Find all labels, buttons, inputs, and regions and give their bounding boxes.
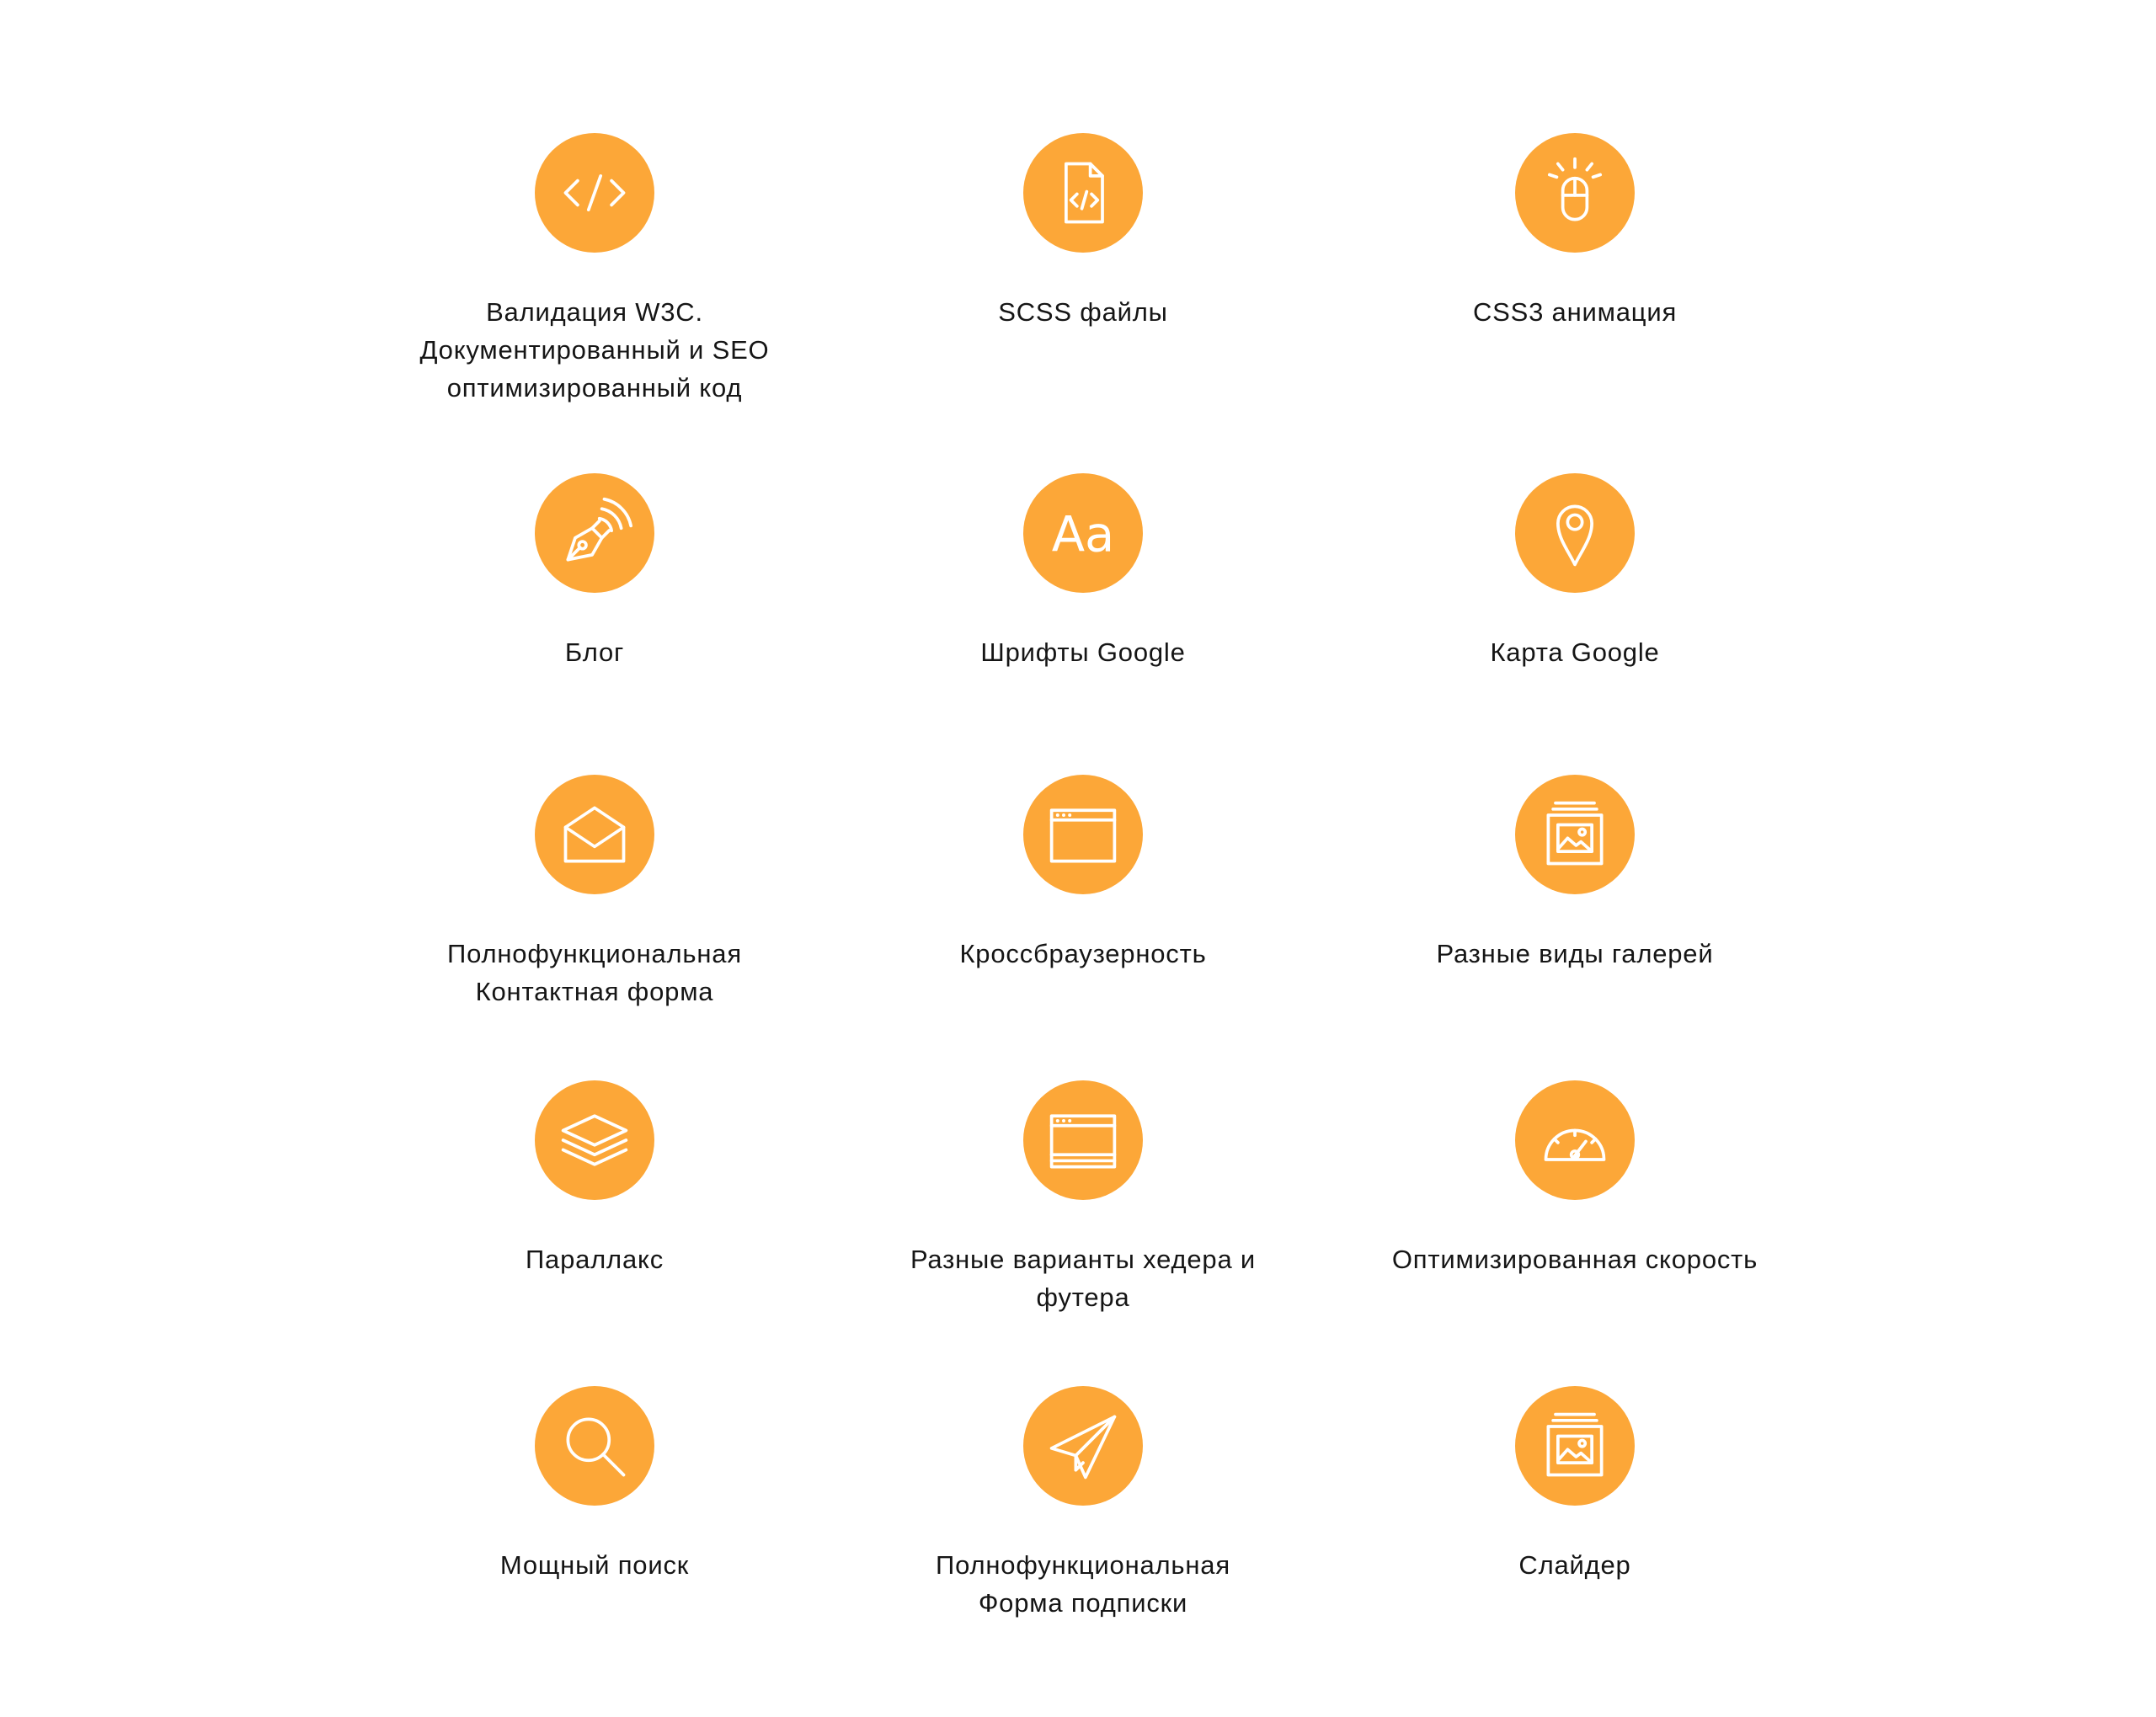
feature-icon-circle — [1515, 775, 1635, 894]
feature-item-w3c-validation — [359, 133, 830, 407]
code-file-icon — [1044, 154, 1122, 232]
browser-layout-icon — [1044, 1101, 1122, 1179]
feature-label: Слайдер — [1518, 1550, 1631, 1580]
browser-window-icon — [1044, 796, 1122, 873]
feature-label: Полнофункциональная Форма подписки — [936, 1550, 1230, 1618]
map-pin-icon — [1536, 494, 1614, 572]
feature-icon-circle — [1515, 133, 1635, 253]
feature-label: Карта Google — [1490, 637, 1660, 667]
code-icon — [556, 154, 633, 232]
font-glyph: Aa — [1051, 506, 1115, 563]
pen-nib-icon — [556, 494, 633, 572]
feature-item-galleries — [1339, 775, 1811, 973]
feature-item-google-fonts — [847, 473, 1319, 671]
font-icon — [1044, 494, 1122, 572]
feature-icon-circle — [535, 1080, 654, 1200]
feature-icon-circle — [1515, 1080, 1635, 1200]
feature-icon-circle — [535, 1386, 654, 1506]
feature-icon-circle — [1515, 473, 1635, 593]
feature-label: Параллакс — [525, 1245, 664, 1274]
feature-label: Шрифты Google — [980, 637, 1186, 667]
feature-item-header-footer — [847, 1080, 1319, 1316]
speedometer-icon — [1536, 1101, 1614, 1179]
feature-label: Мощный поиск — [499, 1550, 690, 1580]
feature-icon-circle — [1023, 775, 1143, 894]
feature-item-subscribe-form — [847, 1386, 1319, 1622]
feature-item-blog — [359, 473, 830, 671]
feature-label: Разные виды галерей — [1436, 939, 1714, 968]
feature-item-css3-animation — [1339, 133, 1811, 331]
feature-item-google-map — [1339, 473, 1811, 671]
feature-icon-circle — [1515, 1386, 1635, 1506]
slider-icon — [1536, 1407, 1614, 1485]
feature-item-powerful-search — [359, 1386, 830, 1584]
layers-icon — [556, 1101, 633, 1179]
envelope-icon — [556, 796, 633, 873]
mouse-click-icon — [1536, 154, 1614, 232]
feature-label: Валидация W3C. Документированный и SEO оптимизированный код — [419, 297, 770, 403]
feature-item-slider — [1339, 1386, 1811, 1584]
paper-plane-icon — [1044, 1407, 1122, 1485]
feature-item-parallax — [359, 1080, 830, 1278]
feature-icon-circle — [535, 775, 654, 894]
feature-label: Блог — [564, 637, 625, 667]
feature-icon-circle — [1023, 1080, 1143, 1200]
feature-label: Кроссбраузерность — [959, 939, 1207, 968]
feature-icon-circle — [1023, 133, 1143, 253]
feature-item-cross-browser — [847, 775, 1319, 973]
feature-icon-circle — [535, 473, 654, 593]
feature-icon-circle — [1023, 473, 1143, 593]
feature-label: Полнофункциональная Контактная форма — [447, 939, 742, 1006]
feature-item-optimized-speed — [1339, 1080, 1811, 1278]
feature-label: Разные варианты хедера и футера — [910, 1245, 1257, 1312]
feature-label: CSS3 анимация — [1472, 297, 1678, 327]
gallery-icon — [1536, 796, 1614, 873]
feature-icon-circle — [1023, 1386, 1143, 1506]
feature-item-contact-form — [359, 775, 830, 1010]
feature-label: Оптимизированная скорость — [1391, 1245, 1758, 1274]
feature-icon-circle — [535, 133, 654, 253]
feature-label: SCSS файлы — [998, 297, 1168, 327]
feature-item-scss-files — [847, 133, 1319, 331]
search-icon — [556, 1407, 633, 1485]
